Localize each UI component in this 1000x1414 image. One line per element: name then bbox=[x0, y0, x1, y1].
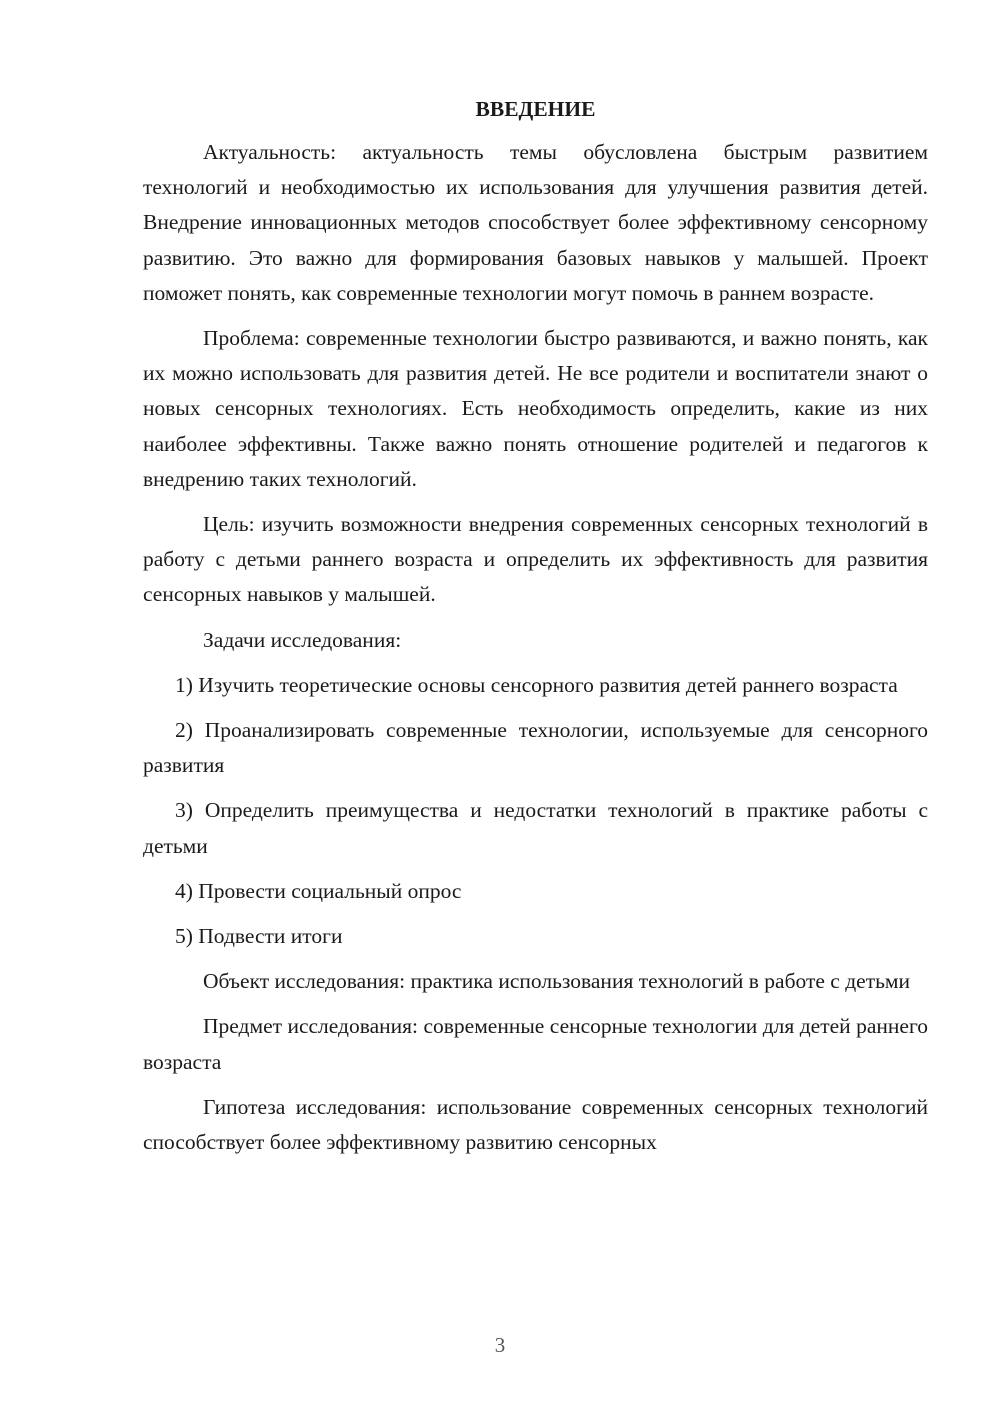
task-item-1: 1) Изучить теоретические основы сенсорного развития детей раннего возраста bbox=[175, 672, 898, 697]
task-item-5: 5) Подвести итоги bbox=[175, 924, 343, 949]
task-item-3: 3) Определить преимущества и недостатки технологий в практике работы с детьми bbox=[143, 798, 928, 858]
task-item-4: 4) Провести социальный опрос bbox=[175, 878, 462, 903]
page-body bbox=[143, 92, 928, 1170]
tasks-title: Задачи исследования: bbox=[203, 627, 402, 652]
relevance-paragraph: Актуальность: актуальность темы обусловлена быстрым развитием технологий и необходимостью их использования для улучшения развития детей. Внедрение инновационных методов способствует более эффективному сенсорному развитию. Это важно для формирования базовых навыков у малышей. Проект поможет понять, как современные технологии могут помочь в раннем возрасте. bbox=[143, 140, 928, 305]
page-heading: ВВЕДЕНИЕ bbox=[475, 97, 596, 121]
task-item-2: 2) Проанализировать современные технологии, используемые для сенсорного развития bbox=[143, 718, 928, 778]
problem-paragraph: Проблема: современные технологии быстро развиваются, и важно понять, как их можно использовать для развития детей. Не все родители и воспитатели знают о новых сенсорных технологиях. Есть необходимость определить, какие из них наиболее эффективны. Также важно понять отношение родителей и педагогов к внедрению таких технологий. bbox=[143, 326, 928, 491]
page-number: 3 bbox=[494, 1333, 506, 1357]
hypothesis-paragraph: Гипотеза исследования: использование современных сенсорных технологий способствует более эффективному развитию сенсорных bbox=[143, 1094, 928, 1155]
subject-paragraph: Предмет исследования: современные сенсорные технологии для детей раннего возраста bbox=[143, 1014, 928, 1074]
object-paragraph: Объект исследования: практика использования технологий в работе с детьми bbox=[203, 969, 911, 994]
goal-paragraph: Цель: изучить возможности внедрения современных сенсорных технологий в работу с детьми раннего возраста и определить их эффективность для развития сенсорных навыков у малышей. bbox=[143, 512, 928, 607]
